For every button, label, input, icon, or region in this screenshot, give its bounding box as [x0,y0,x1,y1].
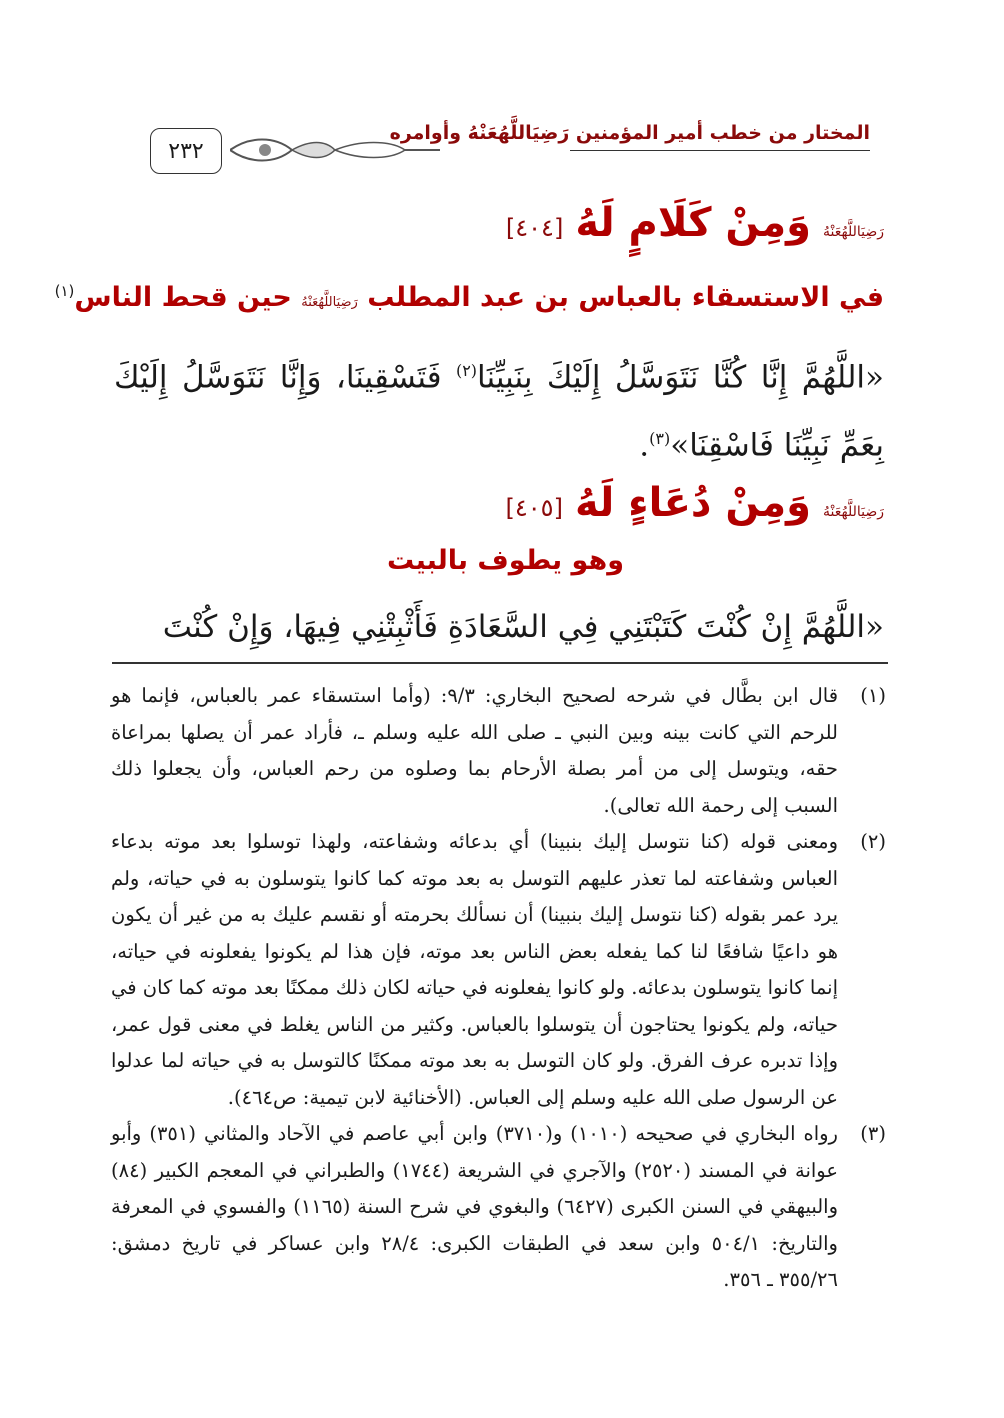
section-number: [٤٠٤] [505,214,564,242]
honorific: رَضِيَاللَّهُعَنْهُ [823,224,884,240]
honorific: رَضِيَاللَّهُعَنْهُ [823,504,884,520]
page-header [150,118,870,178]
footnote-2 [111,824,886,1116]
subtitle-honorific: رَضِيَاللَّهُعَنْهُ [301,295,358,310]
quote-text: فَتَسْقِينَا، وَإِنَّا نَتَوَسَّلُ إِلَيْكَ بِعَمِّ نَبِيِّنَا فَاسْقِنَا» [114,359,884,464]
footnote-text: ومعنى قوله (كنا نتوسل إليك بنبينا) أي بدعائه وشفاعته، ولهذا توسلوا بعد موته بدعاء العباس وشفاعته لما تعذر عليهم التوسل به بعد موته كما كانوا يتوسلون به في حياته، ولم يرد عمر بقوله (كنا نتوسل إليك بنبينا) أن نسألك بحرمته أو نقسم عليك به من غير أن يكون هو داعيًا شافعًا لنا كما يفعله بعض الناس بعد موته، فإن هذا لم يكونوا يفعلونه في حياته، إنما كانوا يتوسلون بدعائه. ولو كانوا يفعلونه في حياته لكان ذلك ممكنًا بعد موته كما كان في حياته، ولم يكونوا يحتاجون أن يتوسلوا بالعباس. وكثير من الناس يغلط في معنى قول عمر، وإذا تدبره عرف الفرق. ولو كان التوسل به بعد موته ممكنًا كالتوسل به في حياته لما عدلوا عن الرسول صلى الله عليه وسلم إلى العباس. (الأخنائية لابن تيمية: ص٤٦٤). [111,830,838,1109]
quote-text: «اللَّهُمَّ إِنَّا كُنَّا نَتَوَسَّلُ إِلَيْكَ بِنَبِيِّنَا [477,359,884,396]
section-number: [٤٠٥] [505,494,563,522]
footnote-number: (١) [860,684,886,707]
footnote-ref: (١) [54,282,75,300]
section-404-quote [114,340,884,477]
footnote-text: قال ابن بطَّال في شرحه لصحيح البخاري: ٩/٣: (وأما استسقاء عمر بالعباس، فإنما هو للرحم التي كانت بينه وبين النبي ـ صلى الله عليه وسلم ـ، فأراد عمر أن يصلها بمراعاة حقه، ويتوسل إلى من أمر بصلة الأرحام بما وصلوه من رحم العباس، وأن يجعلوا ذلك السبب إلى رحمة الله تعالى). [111,684,839,817]
footnotes [111,678,886,1299]
subtitle-text: حين قحط الناس [74,282,292,313]
running-title: المختار من خطب أمير المؤمنين رَضِيَاللَّهُعَنْهُ وأوامره [389,122,870,144]
footnote-1 [111,678,886,824]
footnote-3 [111,1116,886,1299]
quote-end: . [639,427,650,464]
section-405-subtitle: وهو يطوف بالبيت [386,545,624,576]
footnote-ref: (٣) [649,429,671,449]
footnote-text: رواه البخاري في صحيحه (١٠١٠) و(٣٧١٠) وابن أبي عاصم في الآحاد والمثاني (٣٥١) وأبو عوانة في المسند (٢٥٢٠) والآجري في الشريعة (١٧٤٤) والطبراني في المعجم الكبير (٨٤) والبيهقي في السنن الكبرى (٦٤٢٧) والبغوي في شرح السنة (١١٦٥) والفسوي في المعرفة والتاريخ: ٥٠٤/١ وابن سعد في الطبقات الكبرى: ٢٨/٤ وابن عساكر في تاريخ دمشق: ٣٥٥/٢٦ ـ ٣٥٦. [111,1122,839,1291]
section-405-quote: «اللَّهُمَّ إِنْ كُنْتَ كَتَبْتَنِي فِي السَّعَادَةِ فَأَثْبِتْنِي فِيهَا، وَإِنْ كُنْتَ [162,609,884,645]
section-405-title [506,480,884,526]
footnote-separator [112,662,888,664]
section-404-subtitle [55,282,884,313]
section-404-title [506,200,884,246]
footnote-number: (٣) [860,1122,886,1145]
subtitle-text: في الاستسقاء بالعباس بن عبد المطلب [367,282,884,313]
section-heading: وَمِنْ دُعَاءٍ لَهُ [574,480,812,526]
section-heading: وَمِنْ كَلَامٍ لَهُ [575,200,812,246]
footnote-number: (٢) [860,830,886,853]
footnote-ref: (٢) [455,361,478,380]
header-rule [570,150,870,151]
page-number: ٢٣٢ [150,128,222,174]
